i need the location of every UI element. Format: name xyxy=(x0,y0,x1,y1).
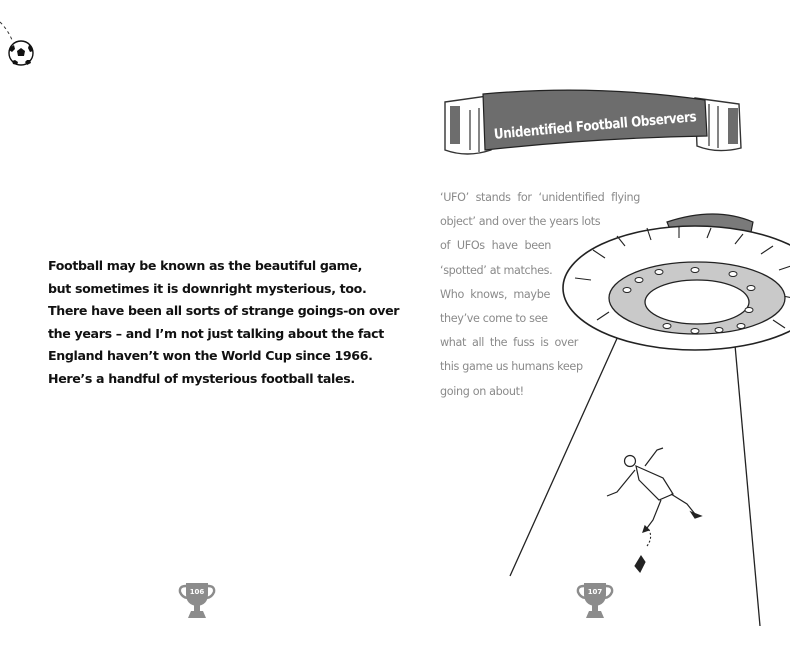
intro-line: England haven’t won the World Cup since 1966. xyxy=(48,348,373,364)
body-line: they’ve come to see xyxy=(440,312,548,326)
page-number-badge-left xyxy=(177,580,217,620)
intro-line: Here’s a handful of mysterious football tales. xyxy=(48,370,355,386)
body-paragraph xyxy=(440,186,640,404)
trophy-icon xyxy=(575,580,615,620)
body-line: object’ and over the years lots xyxy=(440,215,601,229)
intro-line: the years – and I’m not just talking about the fact xyxy=(48,325,384,341)
body-line: Who knows, maybe xyxy=(440,287,550,301)
football-icon xyxy=(0,0,60,80)
page-number-badge-right xyxy=(575,580,615,620)
intro-line: but sometimes it is downright mysterious, too. xyxy=(48,280,367,296)
intro-paragraph xyxy=(48,255,400,391)
page-number: 106 xyxy=(189,588,205,596)
body-line: of UFOs have been xyxy=(440,239,551,253)
body-line: ‘UFO’ stands for ‘unidentified flying xyxy=(440,191,640,204)
intro-line: There have been all sorts of strange goings-on over xyxy=(48,303,400,319)
trophy-icon xyxy=(177,580,217,620)
right-page xyxy=(395,0,790,657)
body-line: this game us humans keep xyxy=(440,360,583,374)
intro-line: Football may be known as the beautiful game, xyxy=(48,258,363,273)
banner-title: Unidentified Football Observers xyxy=(493,106,734,143)
body-line: going on about! xyxy=(440,384,524,398)
page-number: 107 xyxy=(587,588,603,596)
body-line: what all the fuss is over xyxy=(440,336,578,350)
body-line: ‘spotted’ at matches. xyxy=(440,263,553,277)
